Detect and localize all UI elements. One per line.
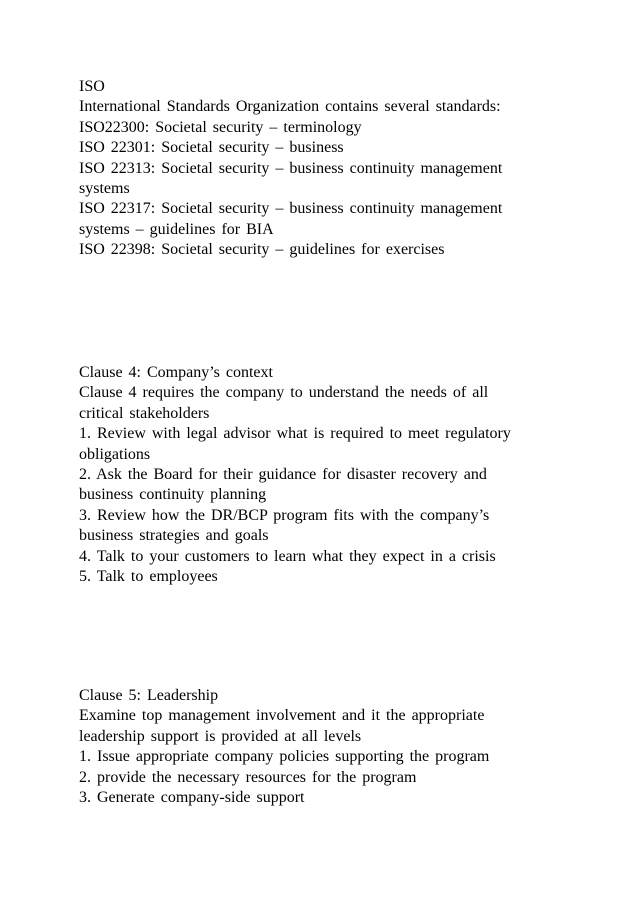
text-line: 2. Ask the Board for their guidance for disaster recovery and [79,466,487,484]
text-line: 3. Generate company-side support [79,789,305,807]
clause-4-section [79,363,579,587]
text-line: 1. Review with legal advisor what is required to meet regulatory [79,425,511,443]
text-line: 4. Talk to your customers to learn what they expect in a crisis [79,547,496,565]
text-line: ISO 22398: Societal security – guidelines for exercises [79,241,445,259]
text-line: ISO 22317: Societal security – business continuity management [79,200,503,218]
text-line: 1. Issue appropriate company policies supporting the program [79,748,490,766]
text-line: business continuity planning [79,486,267,504]
text-line: ISO22300: Societal security – terminology [79,118,362,136]
text-line: obligations [79,445,151,463]
text-line: critical stakeholders [79,404,210,422]
text-line: 5. Talk to employees [79,568,218,586]
clause-5-section [79,686,579,808]
section-heading: ISO [79,78,105,95]
text-line: systems – guidelines for BIA [79,220,274,238]
text-line: International Standards Organization contains several standards: [79,98,501,116]
text-line: ISO 22313: Societal security – business continuity management [79,159,503,177]
iso-standards-section [79,77,579,261]
text-line: leadership support is provided at all levels [79,727,362,745]
text-line: business strategies and goals [79,527,269,545]
section-heading: Clause 5: Leadership [79,687,219,704]
text-line: 2. provide the necessary resources for the program [79,768,417,786]
text-line: Examine top management involvement and it the appropriate [79,707,485,725]
text-line: systems [79,180,130,198]
text-line: ISO 22301: Societal security – business [79,139,344,157]
text-line: 3. Review how the DR/BCP program fits with the company’s [79,506,490,524]
section-heading: Clause 4: Company’s context [79,364,273,381]
text-line: Clause 4 requires the company to understand the needs of all [79,384,489,402]
